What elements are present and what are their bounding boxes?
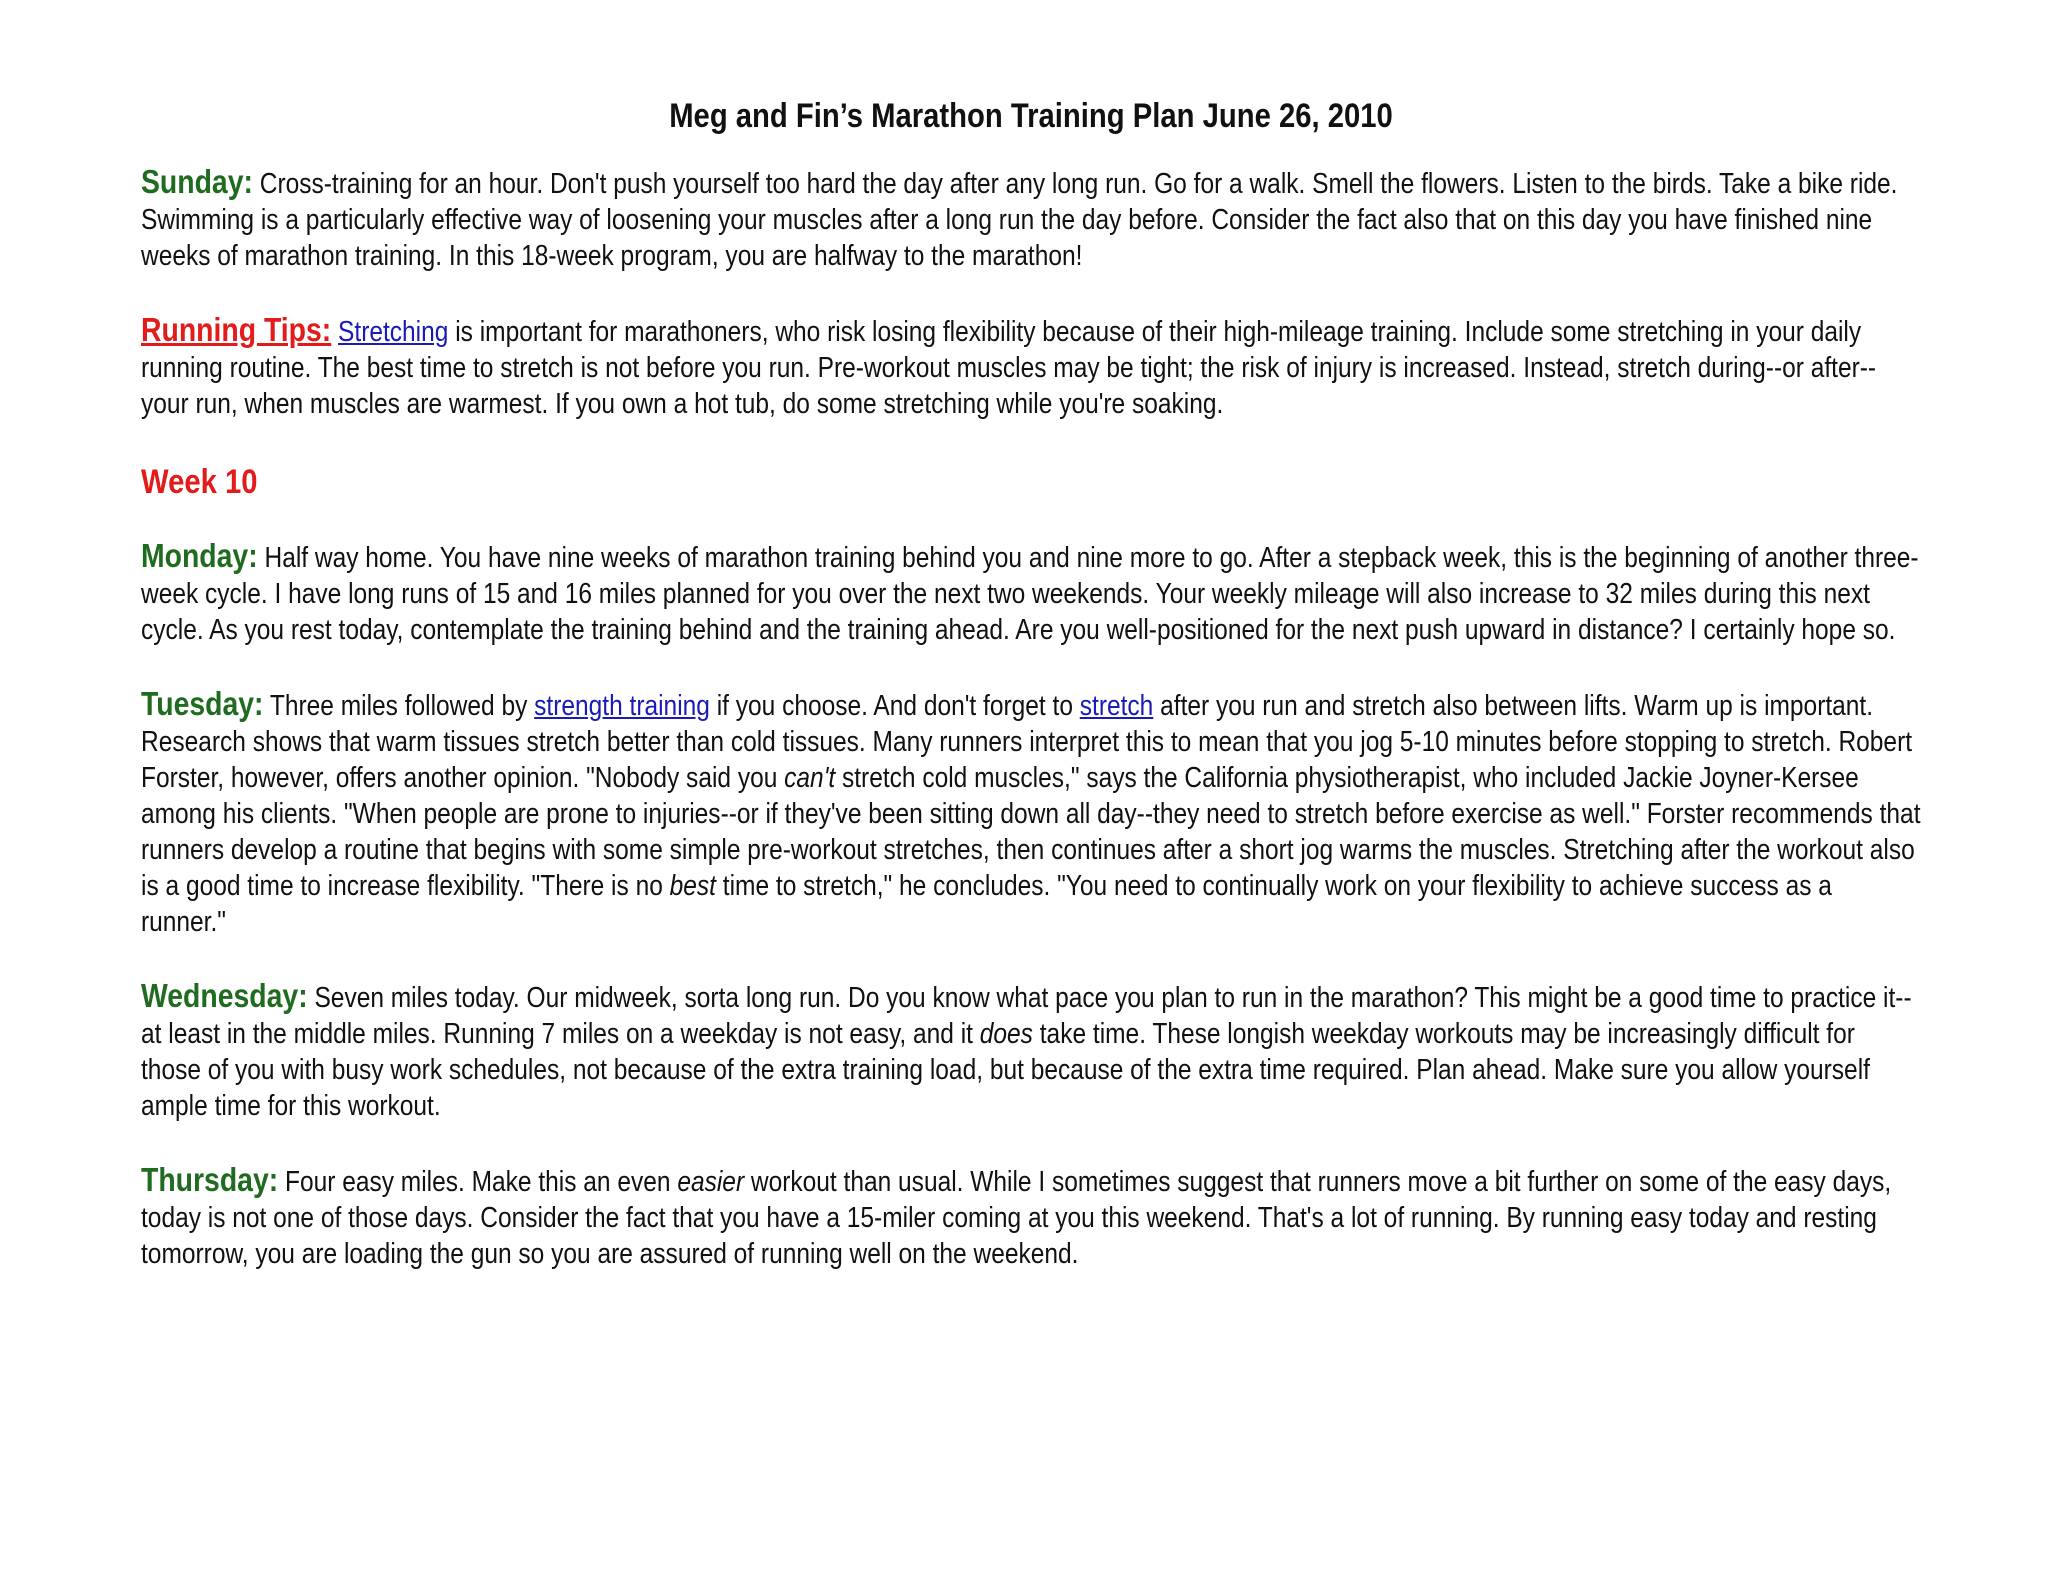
running-tips-text: is important for marathoners, who risk losing flexibility because of their high-mileage training. Include some stretching in your daily running routine. The best time to stretch is not before you run. Pre-workout muscles may be tight; the risk of injury is increased. Instead, stretch during--or after--your run, when muscles are warmest. If you own a hot tub, do some stretching while you're soaking. bbox=[141, 316, 1877, 420]
stretching-link[interactable]: Stretching bbox=[338, 316, 449, 348]
document-content bbox=[141, 88, 1921, 1310]
strength-training-link[interactable]: strength training bbox=[534, 690, 710, 722]
thursday-text-1: Four easy miles. Make this an even bbox=[278, 1166, 678, 1198]
day-label-thursday: Thursday: bbox=[141, 1161, 279, 1198]
thursday-paragraph bbox=[141, 1162, 1921, 1272]
page-title: Meg and Fin’s Marathon Training Plan June 26, 2010 bbox=[669, 97, 1393, 135]
sunday-text: Cross-training for an hour. Don't push yourself too hard the day after any long run. Go for a walk. Smell the flowers. Listen to the birds. Take a bike ride. Swimming is a particularly effective way of loosening your muscles after a long run the day before. Consider the fact also that on this day you have finished nine weeks of marathon training. In this 18-week program, you are halfway to the marathon! bbox=[141, 168, 1898, 272]
day-label-tuesday: Tuesday: bbox=[141, 685, 264, 722]
tuesday-text-1: Three miles followed by bbox=[263, 690, 535, 722]
day-label-wednesday: Wednesday: bbox=[141, 977, 308, 1014]
day-label-monday: Monday: bbox=[141, 537, 258, 574]
tuesday-italic-best: best bbox=[669, 870, 716, 902]
tuesday-italic-cant: can't bbox=[784, 762, 836, 794]
day-label-sunday: Sunday: bbox=[141, 163, 253, 200]
tuesday-text-2: if you choose. And don't forget to bbox=[709, 690, 1080, 722]
wednesday-italic-does: does bbox=[979, 1018, 1033, 1050]
running-tips-label: Running Tips: bbox=[141, 311, 332, 348]
wednesday-text-1: Seven miles today. Our midweek, sorta long run. Do you know what pace you plan to run in the marathon? This might be a good time to practice it--at least in the middle miles. Running 7 miles on a weekday is not easy, and it bbox=[141, 982, 1912, 1050]
stretch-link[interactable]: stretch bbox=[1079, 690, 1154, 722]
monday-paragraph bbox=[141, 538, 1921, 648]
running-tips-paragraph bbox=[141, 312, 1921, 422]
wednesday-text-2: take time. These longish weekday workouts may be increasingly difficult for those of you with busy work schedules, not because of the extra training load, but because of the extra time required. Plan ahead. Make sure you allow yourself ample time for this workout. bbox=[141, 1018, 1870, 1122]
thursday-italic-easier: easier bbox=[677, 1166, 745, 1198]
tuesday-text-5: time to stretch," he concludes. "You need to continually work on your flexibility to achieve success as a runner." bbox=[141, 870, 1832, 938]
thursday-text-2: workout than usual. While I sometimes suggest that runners move a bit further on some of the easy days, today is not one of those days. Consider the fact that you have a 15-miler coming at you this weekend. That's a lot of running. By running easy today and resting tomorrow, you are loading the gun so you are assured of running well on the weekend. bbox=[141, 1166, 1892, 1270]
tuesday-paragraph bbox=[141, 686, 1921, 940]
tuesday-text-4: stretch cold muscles," says the California physiotherapist, who included Jackie Joyner-Kersee among his clients. "When people are prone to injuries--or if they've been sitting down all day--they need to stretch before exercise as well." Forster recommends that runners develop a routine that begins with some simple pre-workout stretches, then continues after a short jog warms the muscles. Stretching after the workout also is a good time to increase flexibility. "There is no bbox=[141, 762, 1921, 902]
monday-text: Half way home. You have nine weeks of marathon training behind you and nine more to go. After a stepback week, this is the beginning of another three-week cycle. I have long runs of 15 and 16 miles planned for you over the next two weekends. Your weekly mileage will also increase to 32 miles during this next cycle. As you rest today, contemplate the training behind and the training ahead. Are you well-positioned for the next push upward in distance? I certainly hope so. bbox=[141, 542, 1919, 646]
tuesday-text-3: after you run and stretch also between lifts. Warm up is important. Research shows that warm tissues stretch better than cold tissues. Many runners interpret this to mean that you jog 5-10 minutes before stopping to stretch. Robert Forster, however, offers another opinion. "Nobody said you bbox=[141, 690, 1913, 794]
week-heading: Week 10 bbox=[141, 463, 258, 501]
wednesday-paragraph bbox=[141, 978, 1921, 1124]
sunday-paragraph bbox=[141, 164, 1921, 274]
